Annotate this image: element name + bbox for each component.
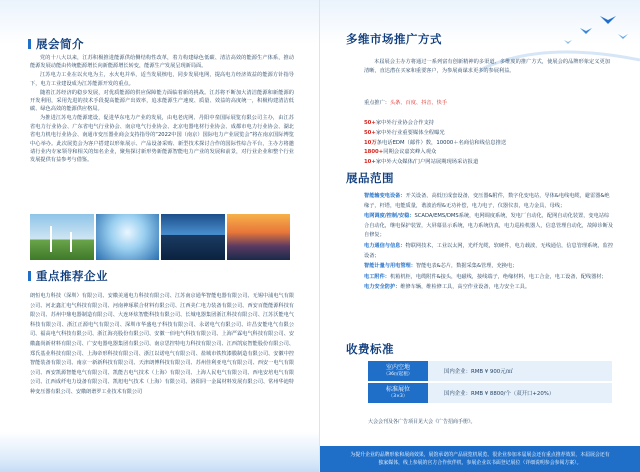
- intro-paragraph: 随着江苏经济的稳步发展，对优质能源的供应保障能力面临着新的挑战。江苏将不断加大清洁能源和新能源的开发利用，采用先进的技术手段提高能源产出效率，追求能源生产速度、质量、效益的高度统一，积极构建清洁低碳、绿色高效的能源供应格局。: [30, 89, 294, 113]
- scope-item: 智能输变电设备：开关设备，高低压成套设备，变压器&附件，数字化变电站，导体&电线电缆，避雷器&绝缘子，杆塔，电能质量，谐波治理&无功补偿，电力电子，仪器仪表，电力金具，母线；: [364, 193, 610, 209]
- focus-row: [364, 99, 610, 107]
- intro-paragraph: 为推进江苏电力能源建设，促进华东电力产业的发展，由电老虎网、丹阳中垒国际展览有限公司主办，由江苏省电力行业协会、广东省电气行业协会、南京电气行业协会、北京电器电材行业协会、成都市电力行业协会、湖北省电力机电行业协会、南通市变压器业商会支持指导的“2022中国（南京）国际电力产业展览会”将在南京国际博览中心举办。此次展览会为客户搭建以形象展示、产品设备采购、新型技术探讨合作的国际性综合平台，主办方将邀请行业内专家领导和相关的知名企业，聚焦探讨新形势新能源智能电力产业的发展和前景，对行业企业和整个行业发展提供有益参考与借鉴。: [30, 115, 294, 164]
- photo-solar-panels: [161, 214, 225, 260]
- market-title: [346, 31, 442, 47]
- market-intro: [364, 58, 610, 77]
- scope-item: 电网调度/控制/安稳：SCADA/EMS/DMS系统，电网调度系统，发电厂自动化，配网自动化装置，变电站综合自动化，继电保护装置，大屏幕显示系统，电力系统仿真，电力巡检机器人，信息管理自动化，故障诊断及自修复；: [364, 213, 614, 239]
- fee-body: 国内企业：RMB ¥ 8800/个（双开口+20%）: [428, 383, 612, 403]
- fee-row: [368, 361, 612, 381]
- fee-note: 大会会刊及各广告项目见大会《广告招商手册》。: [368, 419, 476, 425]
- photo-row: [30, 214, 290, 260]
- intro-paragraph: 江苏电力工业在以火电为主，水火电并举，适当发展核电，同步发展电网，提高电力经济效益的能源方针指导下，电力工业建设成为江苏能源开发的重点。: [30, 72, 294, 87]
- list-item: 50+家中外行业重要媒体全程曝光: [364, 129, 445, 136]
- fee-head: 标准展位 （3×3）: [368, 383, 428, 403]
- list-item: 10万条电话EDM（邮件）数，10000＋名商信和线信息推送: [364, 139, 507, 146]
- fee-row: [368, 383, 612, 403]
- scope-item: 电力通信与信息：物联网技术，工业以太网，光纤光缆，软硬件，电力载波，无线通信，信息管理系统，监控设备；: [364, 242, 614, 259]
- fee-head: 室内空地 （36㎡起租）: [368, 361, 428, 381]
- title-bar-icon: [28, 39, 31, 49]
- intro-body: [30, 54, 294, 165]
- bottom-skyline-decoration: [0, 432, 320, 472]
- fee-title: [346, 341, 394, 357]
- right-page: [320, 0, 640, 472]
- companies-list: 朗恒电力科技（深圳）有限公司、安徽美通电力科技有限公司、江苏南京通华智能电器有限公司、无锡中浦电气有限公司、河北鑫汇电气科技有限公司、河南神琢联合材料有限公司、江西美仁电力装备有限公司、西安百能能源科技有限公司、苏州中鼎电器制造有限公司、大连环炫智能科技有限公司、长城电器集团浙江科技有限公司、江苏沃能电气科技有限公司、浙江正源电气有限公司、深圳市华盛电子科技有限公司、永诺电气有限公司、许昌安能电气有限公司、福高电气科技有限公司、浙江海亮股份有限公司、安徽一佰电气科技有限公司、上海严霖电气科技有限公司、安徽鑫尚新材料有限公司、广安电器电器集团有限公司、南京思控特电力科技有限公司、江西凯宸智能股份有限公司、郑氏基业科技有限公司、上海帝形科技有限公司、浙江以诺电气有限公司、盐城市铁牧漆膜制造有限公司、安徽中控智能装备有限公司、南京一新新科技有限公司、天津朗博科技有限公司、苏州佳利亚电气有限公司、西安一电气有限公司、西安凯源智能电气有限公司、凯能吉电气技术（上海）有限公司、上海人民电气有限公司、西电安培电气有限公司、江西成纤电力设备有限公司、凯旭电气技术（上海）有限公司、洛阳同一金属材料发展有限公司、常州华迪特种变压器有限公司、安徽朗谱罗工业技术有限公司: [30, 293, 294, 395]
- companies-title: [28, 268, 108, 284]
- market-intro-text: 本届展会主办方将通过一系列富有创新精神的多渠道、多维度的推广方式，使展会的品牌形象定义更加清晰，直达潜在买家和重要客户，为参展商谋求更多的参展利益。: [364, 59, 610, 74]
- scope-item: 电力安全防护：维修车辆，维检修工具，高空作业设备，电力安全工具。: [364, 284, 531, 291]
- list-item: 50+家中外行业协会合作支持: [364, 120, 435, 126]
- focus-label: 重点推广：: [364, 100, 390, 106]
- market-title-text: 多维市场推广方式: [346, 32, 442, 46]
- fee-body: 国内企业：RMB ¥ 900元/㎡: [428, 361, 612, 381]
- companies-title-text: 重点推荐企业: [36, 269, 108, 283]
- footer-band: 为提升企业的品牌形象和展商效果，展馆承诺的产品展览机展览、很企业参加本届展会还有重点推荐效果，本届展会还有独家媒体，线上参展的官方合作伙伴机，参展企业以书面登记展位（详细说明参会参阅方案）。: [320, 446, 640, 472]
- photo-lightbulb-globe: [96, 214, 160, 260]
- list-item: 10+家中外大众媒体/门户网站展期现场采访报道: [364, 159, 479, 166]
- intro-title: [28, 36, 84, 52]
- intro-title-text: 展会简介: [36, 37, 84, 51]
- photo-wind-farm: [30, 214, 94, 260]
- scope-item: 电工附件：机箱机柜，电缆附件&接头，电磁线，接线端子，绝缘材料，电工合金，电工设备，配线器材；: [364, 273, 607, 280]
- scope-title: [346, 170, 394, 186]
- scope-title-text: 展品范围: [346, 171, 394, 185]
- scope-list: [364, 192, 614, 294]
- intro-paragraph: 党的十八大以来，江苏积极推进能源供给侧结构性改革，着力构建绿色低碳、清洁高效的能源生产体系，推动能源发展动能由传统能源增长向新能源增长转变，能源生产发展呈现新局面。: [30, 55, 294, 70]
- photo-power-lines: [227, 214, 291, 260]
- list-item: 1800+同期会议嘉宾峰入观众: [364, 149, 437, 156]
- fee-table: [368, 361, 612, 405]
- scope-item: 智能计量与用电管理：智能电表&芯片，数据采集&管理，充换电；: [364, 263, 518, 270]
- title-bar-icon: [28, 271, 31, 281]
- market-list: [364, 119, 604, 168]
- focus-value: 头条、百度、抖音、快手: [389, 100, 448, 106]
- fee-title-text: 收费标准: [346, 342, 394, 356]
